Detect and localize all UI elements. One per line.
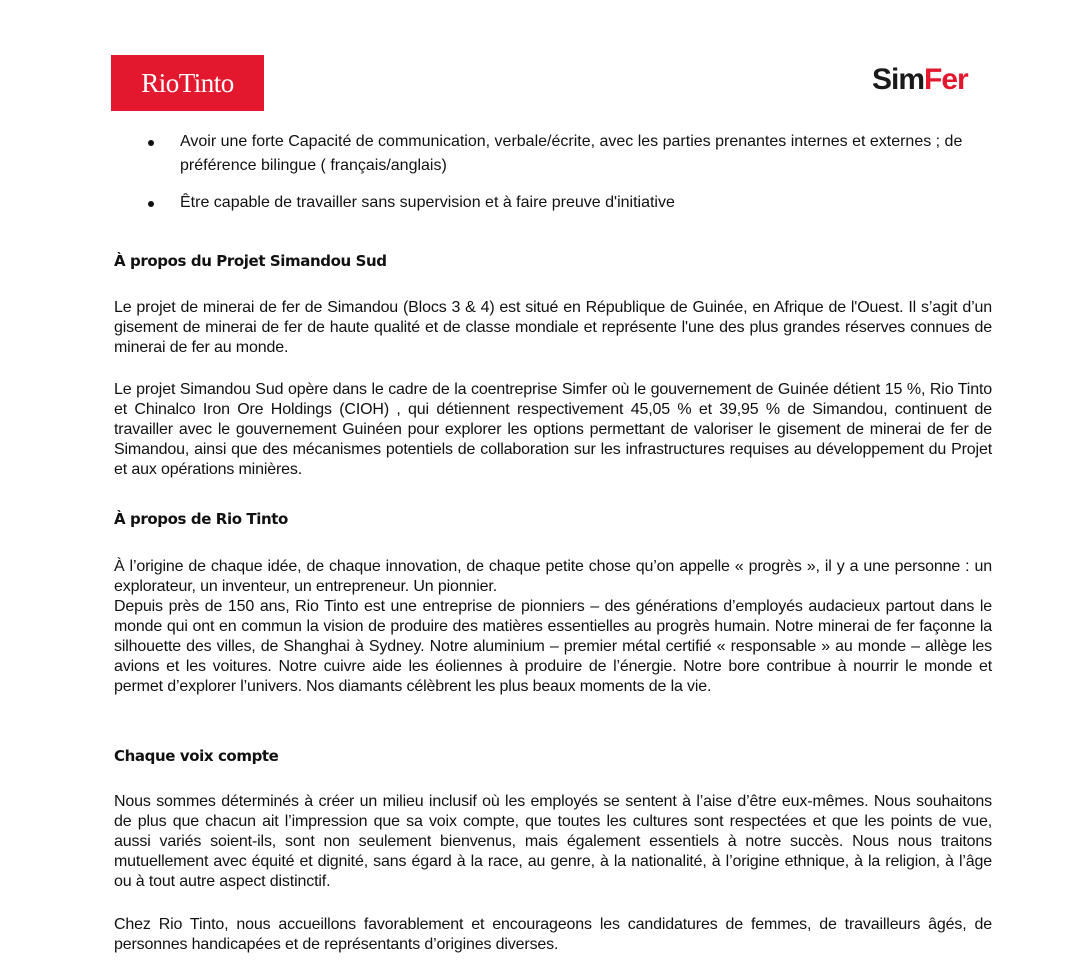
paragraph: Depuis près de 150 ans, Rio Tinto est une entreprise de pionniers – des générations d’employés audacieux partout dans le monde qui ont en commun la vision de produire des matières essentielles au progrès humain. Notre minerai de fer façonne la silhouette des villes, de Shanghai à Sydney. Notre aluminium – premier métal certifié « responsable » au monde – allège les avions et les voitures. Notre cuivre aide les éoliennes à produire de l’énergie. Notre bore contribue à nourrir le monde et permet d’explorer l’univers. Nos diamants célèbrent les plus beaux moments de la vie. [114,598,992,695]
simfer-logo-sim: Sim [872,63,925,96]
list-item [148,191,968,215]
section-heading-simandou: À propos du Projet Simandou Sud [114,252,387,270]
list-item-text: Être capable de travailler sans supervision et à faire preuve d'initiative [180,194,675,211]
paragraph: À l’origine de chaque idée, de chaque innovation, de chaque petite chose qu’on appelle « progrès », il y a une personne : un explorateur, un inventeur, un entrepreneur. Un pionnier. [114,558,992,595]
bullet-icon [148,201,154,207]
list-item-text: Avoir une forte Capacité de communication, verbale/écrite, avec les parties prenantes internes et externes ; de préférence bilingue ( français/anglais) [180,133,963,174]
bullet-icon [148,140,154,146]
requirements-list [148,130,968,228]
rio-tinto-logo-text: RioTinto [141,67,234,98]
rio-tinto-logo [111,55,264,111]
list-item [148,130,968,178]
section-heading-rio-tinto: À propos de Rio Tinto [114,510,288,528]
paragraph: Chez Rio Tinto, nous accueillons favorablement et encourageons les candidatures de femmes, de travailleurs âgés, de personnes handicapées et de représentants d’origines diverses. [114,916,992,953]
simfer-logo [872,62,968,98]
paragraph: Le projet de minerai de fer de Simandou (Blocs 3 & 4) est situé en République de Guinée, en Afrique de l'Ouest. Il s’agit d’un gisement de minerai de fer de haute qualité et de classe mondiale et représente l'une des plus grandes réserves connues de minerai de fer au monde. [114,299,992,356]
simfer-logo-fer: Fer [924,63,968,96]
paragraph: Nous sommes déterminés à créer un milieu inclusif où les employés se sentent à l’aise d’être eux-mêmes. Nous souhaitons de plus que chacun ait l’impression que sa voix compte, que toutes les cultures sont respectées et que les points de vue, aussi variés soient-ils, sont non seulement bienvenus, mais également essentiels à notre succès. Nous nous traitons mutuellement avec équité et dignité, sans égard à la race, au genre, à la nationalité, à l’origine ethnique, à la religion, à l’âge ou à tout autre aspect distinctif. [114,793,992,890]
paragraph: Le projet Simandou Sud opère dans le cadre de la coentreprise Simfer où le gouvernement de Guinée détient 15 %, Rio Tinto et Chinalco Iron Ore Holdings (CIOH) , qui détiennent respectivement 45,05 % et 39,95 % de Simandou, continuent de travailler avec le gouvernement Guinéen pour explorer les options permettant de valoriser le gisement de minerai de fer de Simandou, ainsi que des mécanismes potentiels de collaboration sur les infrastructures requises au développement du Projet et aux opérations minières. [114,381,992,478]
section-heading-chaque-voix: Chaque voix compte [114,747,279,765]
